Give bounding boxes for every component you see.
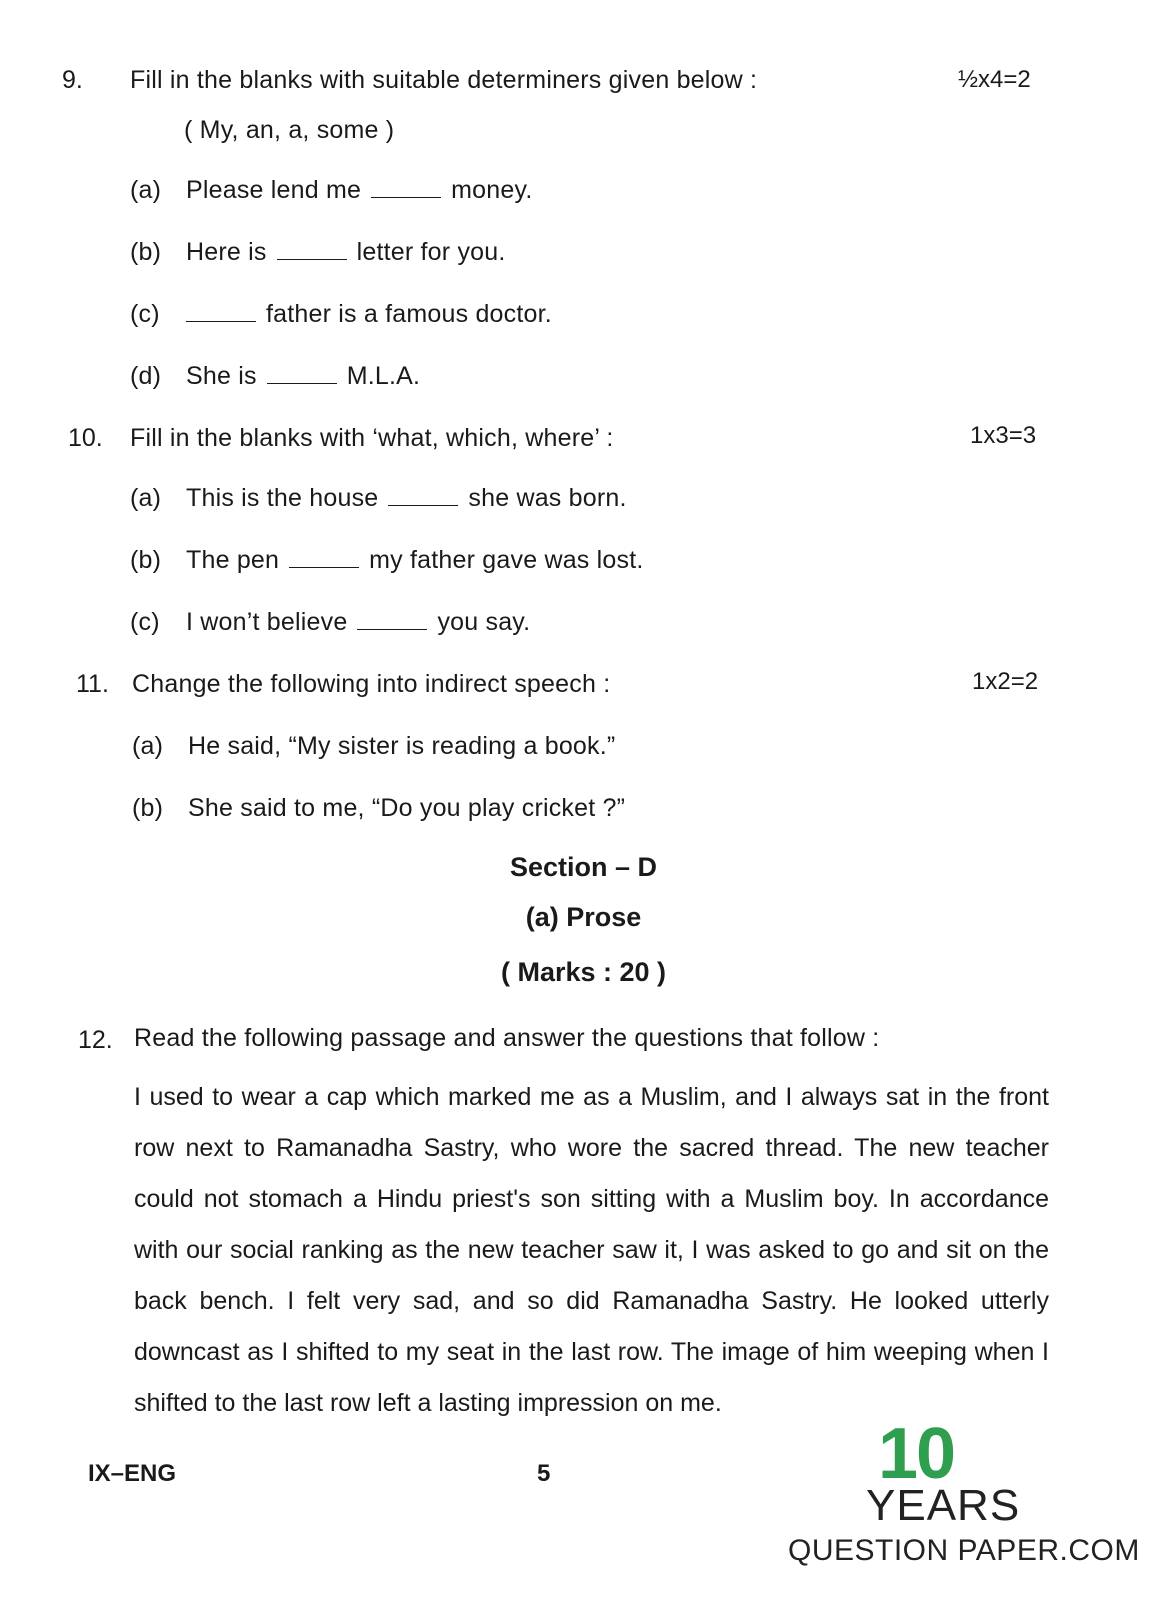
item-label: (b) xyxy=(130,546,162,574)
page-number: 5 xyxy=(537,1460,551,1487)
answer-blank[interactable] xyxy=(357,615,427,630)
item-label: (c) xyxy=(130,608,160,636)
q9-item-c xyxy=(130,300,552,329)
item-before: The pen xyxy=(186,546,280,574)
item-label: (c) xyxy=(130,300,160,328)
q12-number: 12. xyxy=(78,1026,113,1054)
item-after: she was born. xyxy=(468,484,627,512)
item-label: (a) xyxy=(130,484,162,512)
item-text: She said to me, “Do you play cricket ?” xyxy=(188,794,626,822)
paper-code: IX–ENG xyxy=(88,1460,177,1487)
item-text: He said, “My sister is reading a book.” xyxy=(188,732,616,760)
item-label: (b) xyxy=(130,238,162,266)
q10-number: 10. xyxy=(68,424,103,452)
q9-item-a xyxy=(130,176,532,205)
answer-blank[interactable] xyxy=(388,491,458,506)
q10-instruction: Fill in the blanks with ‘what, which, where’ : xyxy=(130,424,614,452)
section-subtitle: (a) Prose xyxy=(525,902,642,932)
q10-marks: 1x3=3 xyxy=(970,422,1037,449)
watermark-site: QUESTION PAPER.COM xyxy=(788,1534,1140,1567)
watermark-years: YEARS xyxy=(866,1481,1021,1530)
section-title: Section – D xyxy=(509,852,658,882)
item-after: you say. xyxy=(437,608,531,636)
q9-marks: ½x4=2 xyxy=(958,66,1031,93)
q11-number: 11. xyxy=(76,670,109,698)
item-after: my father gave was lost. xyxy=(369,546,644,574)
q10-item-a xyxy=(130,484,627,513)
answer-blank[interactable] xyxy=(186,307,256,322)
q11-instruction: Change the following into indirect speech : xyxy=(132,670,611,698)
q9-number: 9. xyxy=(62,66,83,94)
q11-item-b xyxy=(132,794,625,823)
q11-marks: 1x2=2 xyxy=(972,668,1039,695)
q9-instruction: Fill in the blanks with suitable determiners given below : xyxy=(130,66,758,94)
item-label: (a) xyxy=(130,176,162,204)
item-label: (d) xyxy=(130,362,162,390)
item-after: money. xyxy=(451,176,533,204)
q9-item-d xyxy=(130,362,420,391)
item-before: Please lend me xyxy=(186,176,362,204)
item-label: (b) xyxy=(132,794,164,822)
q10-item-c xyxy=(130,608,530,637)
section-marks: ( Marks : 20 ) xyxy=(500,957,667,987)
watermark-logo xyxy=(786,1414,1140,1588)
q10-item-b xyxy=(130,546,644,575)
item-after: father is a famous doctor. xyxy=(266,300,552,328)
q11-item-a xyxy=(132,732,615,761)
watermark-number: 10 xyxy=(878,1414,955,1494)
q9-options: ( My, an, a, some ) xyxy=(184,116,395,144)
q12-passage: I used to wear a cap which marked me as a Muslim, and I always sat in the front row next to Ramanadha Sastry, who wore the sacred thread. The new teacher could not stomach a Hindu priest's son sitting with a Muslim boy. In accordance with our social ranking as the new teacher saw it, I was asked to go and sit on the back bench. I felt very sad, and so did Ramanadha Sastry. He looked utterly downcast as I shifted to my seat in the last row. The image of him weeping when I shifted to the last row left a lasting impression on me. xyxy=(134,1083,1049,1417)
item-after: M.L.A. xyxy=(346,362,421,390)
answer-blank[interactable] xyxy=(371,183,441,198)
q12-instruction: Read the following passage and answer the questions that follow : xyxy=(134,1024,880,1052)
item-after: letter for you. xyxy=(356,238,506,266)
answer-blank[interactable] xyxy=(267,369,337,384)
item-before: This is the house xyxy=(186,484,379,512)
answer-blank[interactable] xyxy=(277,245,347,260)
item-before: Here is xyxy=(186,238,267,266)
item-before: I won’t believe xyxy=(186,608,348,636)
item-before: She is xyxy=(186,362,257,390)
answer-blank[interactable] xyxy=(289,553,359,568)
item-label: (a) xyxy=(132,732,164,760)
q9-item-b xyxy=(130,238,506,267)
